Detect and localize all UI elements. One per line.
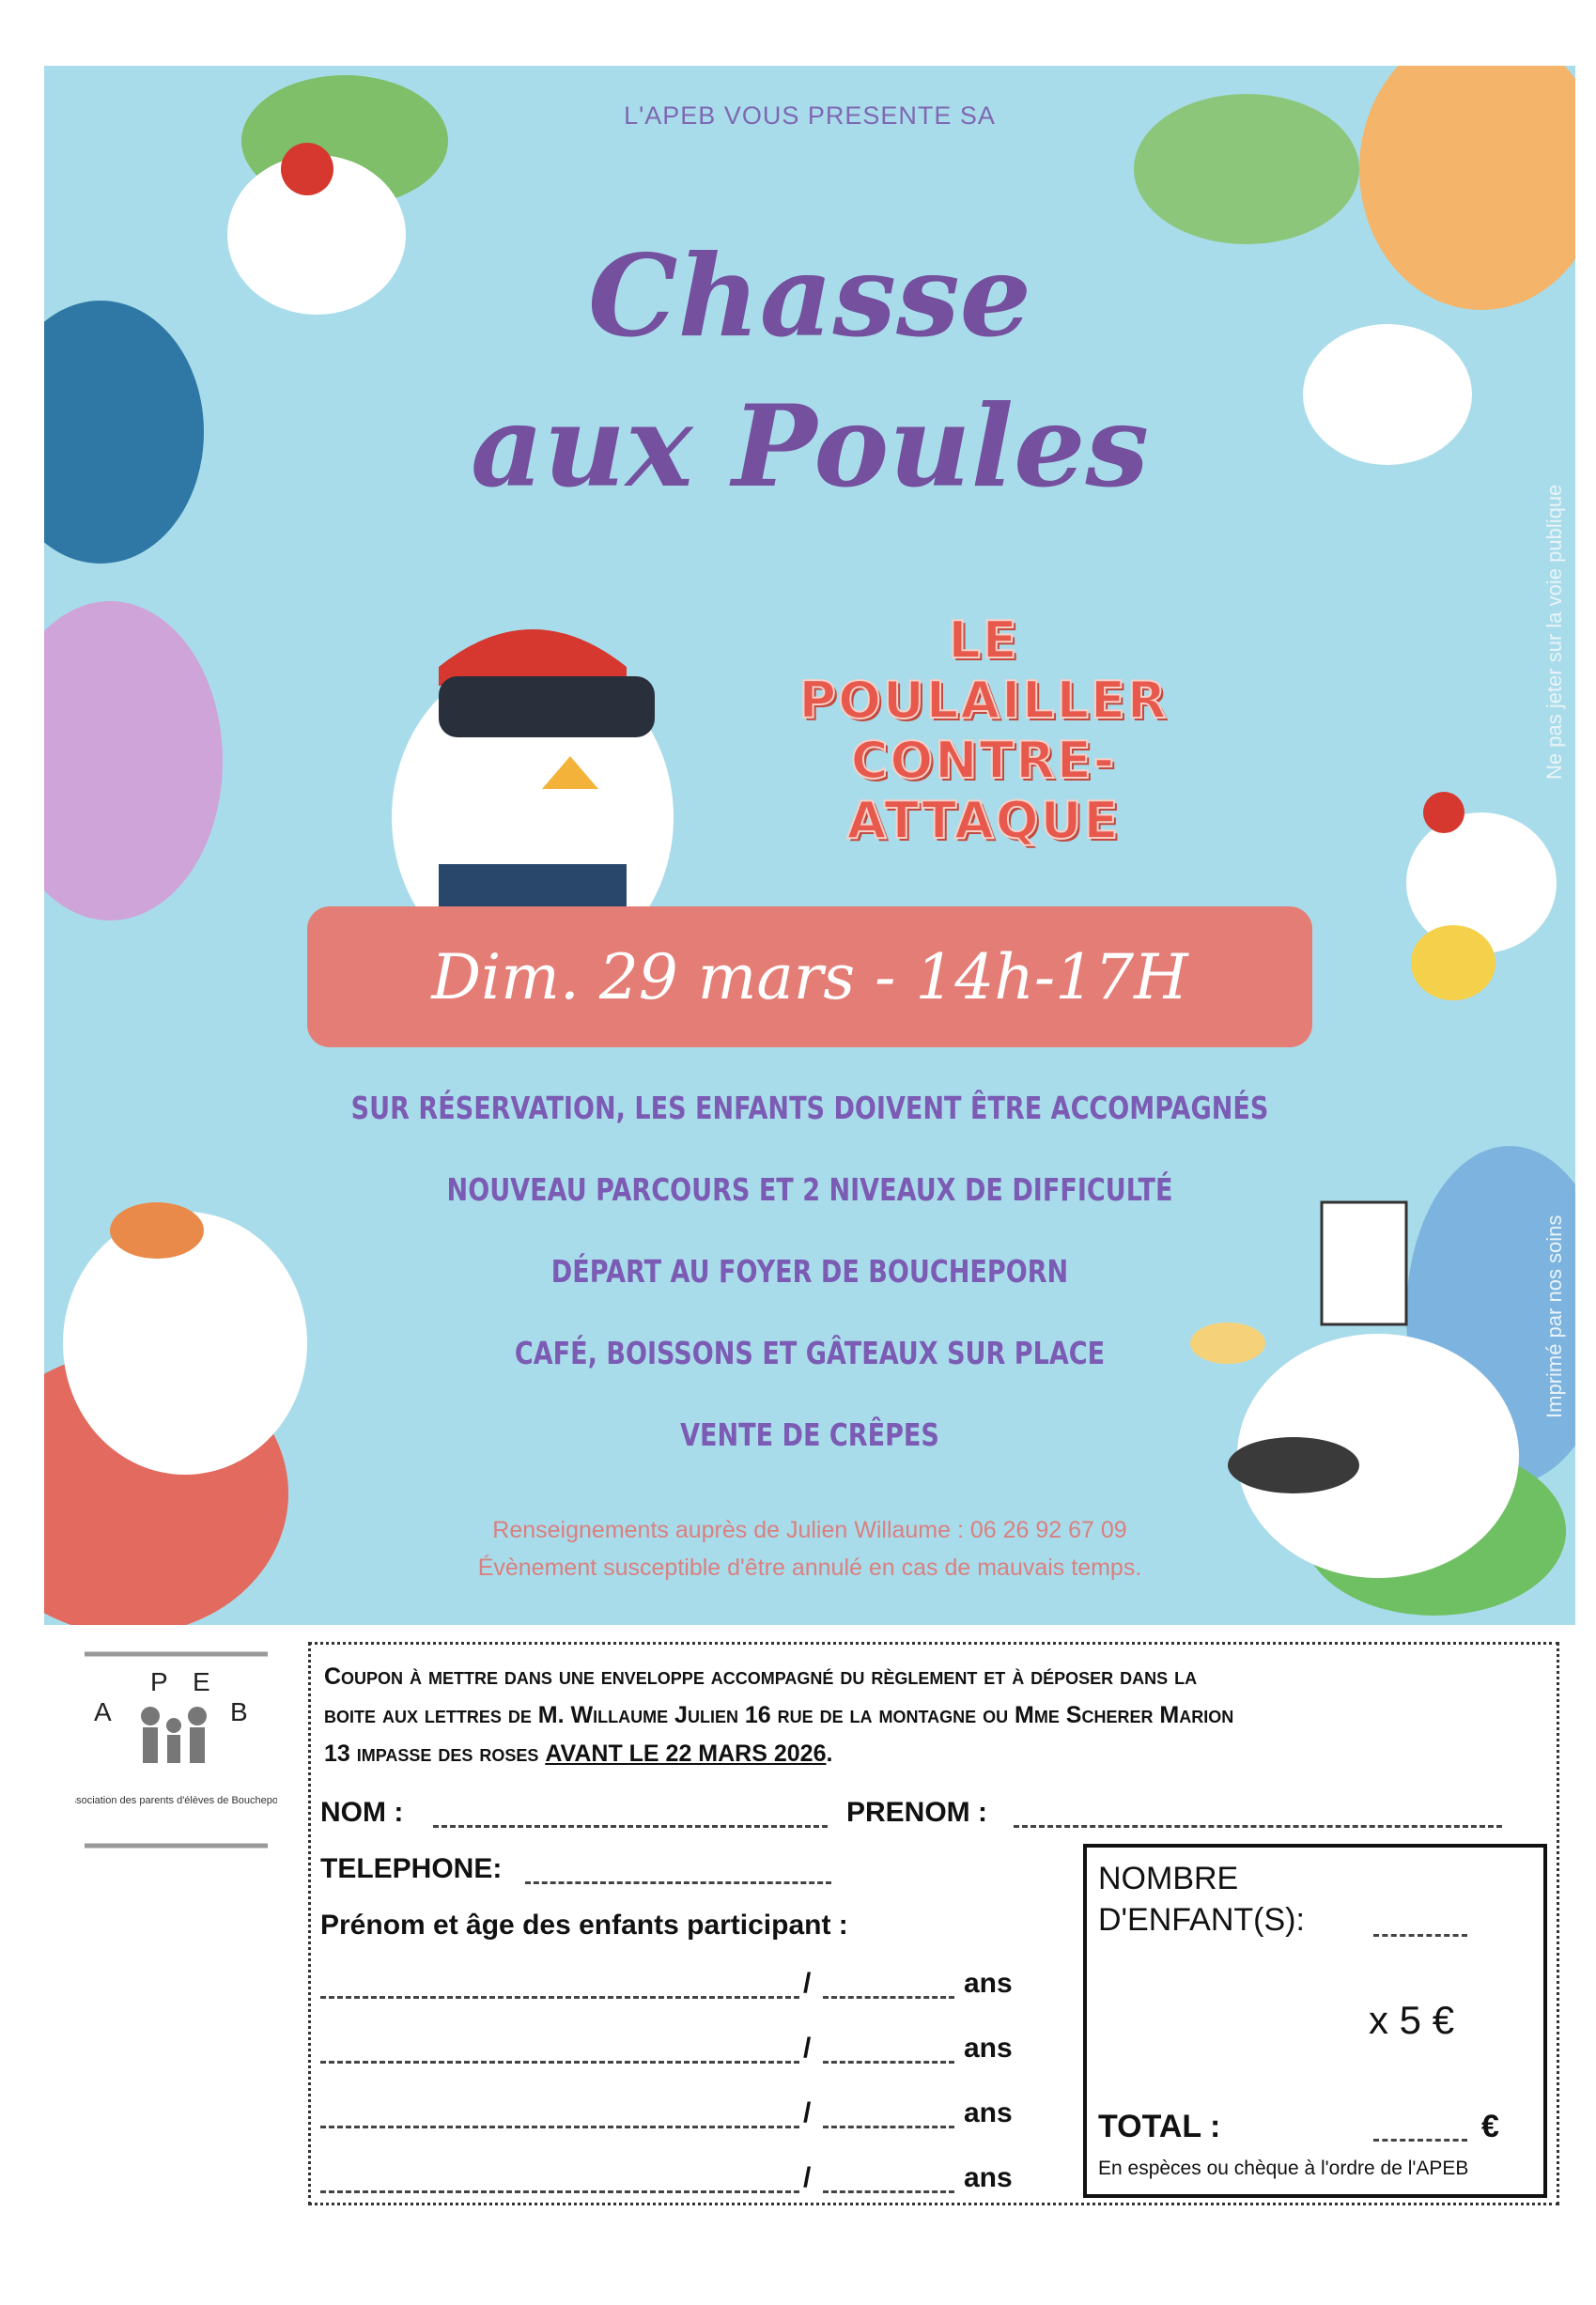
slash: / xyxy=(803,1968,812,1999)
nombre-label: NOMBRE xyxy=(1098,1861,1239,1896)
title-line-2: aux Poules xyxy=(470,380,1150,513)
subtitle-line-2: POULAILLER xyxy=(798,671,1169,730)
child-name-field[interactable] xyxy=(320,2190,799,2193)
slash: / xyxy=(803,2162,812,2193)
contact-info: Renseignements auprès de Julien Willaume : 06 26 92 67 09 xyxy=(492,1517,1127,1543)
children-count-field[interactable] xyxy=(1373,1934,1467,1937)
side-disclaimer: Ne pas jeter sur la voie publique xyxy=(1542,484,1566,780)
deadline: AVANT LE 22 MARS 2026 xyxy=(545,1740,827,1767)
info-line: CAFÉ, BOISSONS ET GÂTEAUX SUR PLACE xyxy=(514,1335,1106,1371)
child-name-field[interactable] xyxy=(320,1996,799,1999)
info-line: NOUVEAU PARCOURS ET 2 NIVEAUX DE DIFFICULTÉ xyxy=(446,1171,1173,1208)
child-age-field[interactable] xyxy=(823,2061,954,2064)
instructions-address: 13 impasse des roses xyxy=(324,1740,546,1767)
hen-chick-illustration xyxy=(1406,792,1557,1000)
payment-note: En espèces ou chèque à l'ordre de l'APEB xyxy=(1098,2158,1469,2179)
slash: / xyxy=(803,2097,812,2128)
registration-coupon xyxy=(308,1642,1559,2205)
child-age-field[interactable] xyxy=(823,2190,954,2193)
instructions-line xyxy=(324,1735,1545,1773)
child-age-field[interactable] xyxy=(823,2126,954,2128)
instructions-end: . xyxy=(826,1740,833,1767)
children-label: Prénom et âge des enfants participant : xyxy=(320,1910,848,1941)
logo-letter-b: B xyxy=(230,1697,248,1726)
child-name-field[interactable] xyxy=(320,2061,799,2064)
prenom-field[interactable] xyxy=(1014,1825,1502,1828)
nom-label: NOM : xyxy=(320,1797,404,1828)
prenom-label: PRENOM : xyxy=(846,1797,987,1828)
ans-label: ans xyxy=(964,1968,1013,1999)
instructions-line: Coupon à mettre dans une enveloppe accompagné du règlement et à déposer dans la xyxy=(324,1663,1198,1690)
apeb-logo xyxy=(75,1648,277,1855)
telephone-field[interactable] xyxy=(525,1881,831,1884)
total-box xyxy=(1083,1844,1547,2198)
child-name-field[interactable] xyxy=(320,2126,799,2128)
total-label: TOTAL : xyxy=(1098,2109,1221,2144)
instructions-line: boite aux lettres de M. Willaume Julien 16 rue de la montagne ou Mme Scherer Marion xyxy=(324,1702,1234,1728)
logo-letter-e: E xyxy=(193,1667,210,1696)
logo-letter-a: A xyxy=(94,1697,112,1726)
info-line: DÉPART AU FOYER DE BOUCHEPORN xyxy=(550,1253,1069,1290)
total-field[interactable] xyxy=(1373,2139,1467,2142)
child-age-field[interactable] xyxy=(823,1996,954,1999)
unit-price: x 5 € xyxy=(1369,1998,1455,2042)
intro-text: L'APEB VOUS PRESENTE SA xyxy=(624,101,996,130)
subtitle-line-3: CONTRE- xyxy=(850,731,1117,790)
slash: / xyxy=(803,2033,812,2064)
subtitle-line-4: ATTAQUE xyxy=(846,791,1121,850)
info-line: SUR RÉSERVATION, LES ENFANTS DOIVENT ÊTRE ACCOMPAGNÉS xyxy=(350,1090,1269,1126)
info-line: VENTE DE CRÊPES xyxy=(680,1416,939,1453)
logo-letter-p: P xyxy=(150,1667,168,1696)
ans-label: ans xyxy=(964,2162,1013,2193)
subtitle-line-1: LE xyxy=(948,611,1019,670)
ans-label: ans xyxy=(964,2097,1013,2128)
easter-egg-shape xyxy=(44,601,223,920)
enfants-label: D'ENFANT(S): xyxy=(1098,1902,1305,1938)
title-line-1: Chasse xyxy=(588,230,1031,363)
coupon-instructions xyxy=(324,1658,1545,1773)
side-printer-note: Imprimé par nos soins xyxy=(1542,1214,1566,1418)
weather-disclaimer: Évènement susceptible d'être annulé en cas de mauvais temps. xyxy=(477,1555,1142,1581)
logo-caption: Association des parents d'élèves de Boucheporn xyxy=(75,1795,277,1806)
telephone-label: TELEPHONE: xyxy=(320,1853,503,1884)
ans-label: ans xyxy=(964,2033,1013,2064)
family-figures-icon xyxy=(141,1707,207,1763)
date-banner: Dim. 29 mars - 14h-17H xyxy=(307,906,1312,1047)
apeb-logo-graphic xyxy=(75,1648,277,1855)
nom-field[interactable] xyxy=(433,1825,828,1828)
euro-sign: € xyxy=(1481,2109,1499,2144)
event-poster xyxy=(44,66,1575,1625)
